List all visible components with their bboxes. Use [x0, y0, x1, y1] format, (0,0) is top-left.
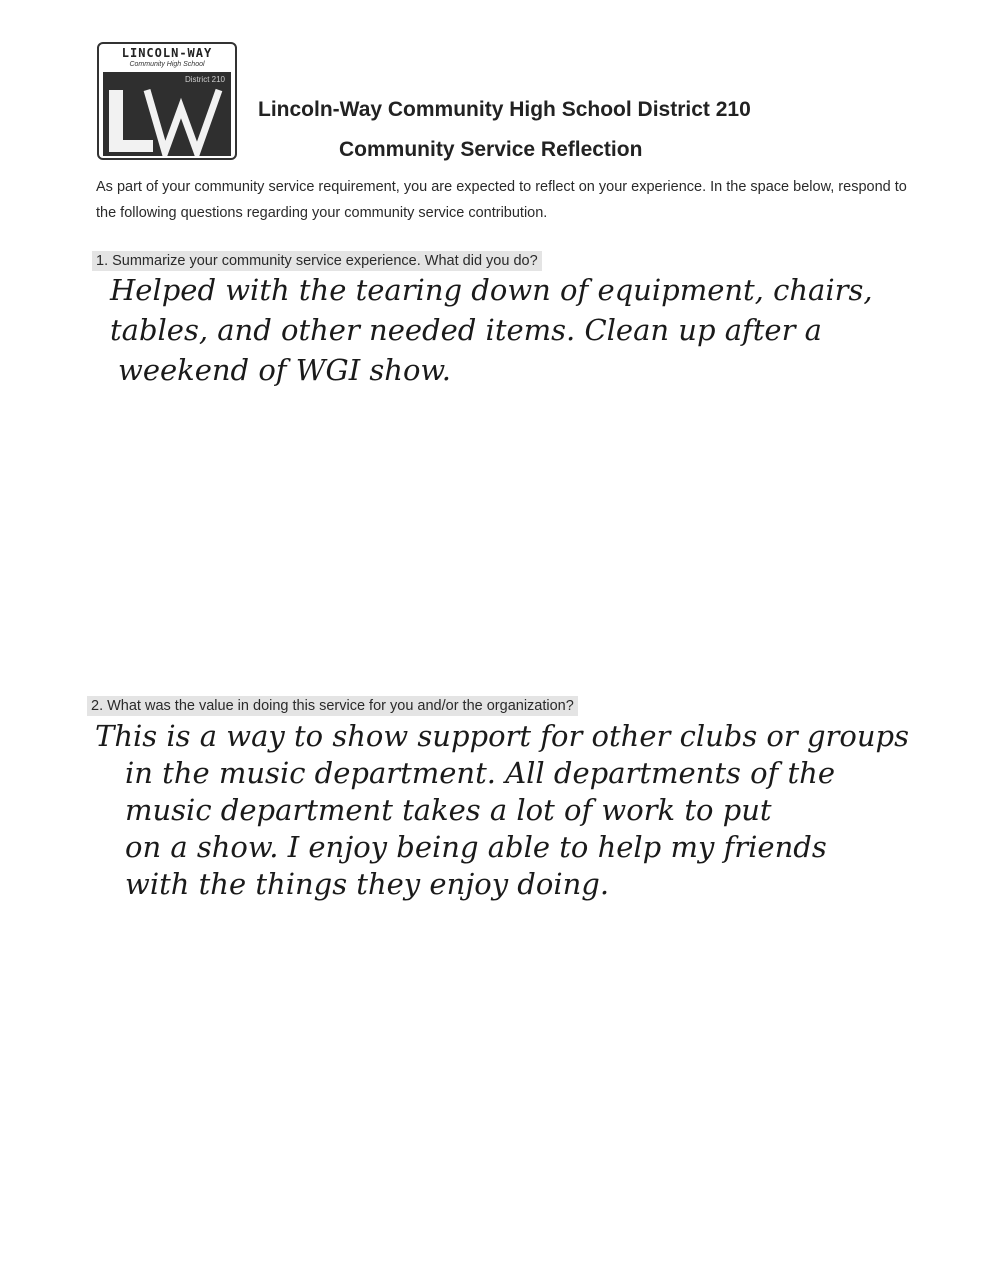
logo-subtitle: Community High School [129, 61, 205, 68]
answer-line: This is a way to show support for other clubs or groups [95, 719, 909, 753]
page-subtitle: Community Service Reflection [339, 138, 643, 161]
question-1-answer [110, 270, 873, 390]
logo-district: District 210 [184, 75, 225, 84]
intro-paragraph: As part of your community service requirement, you are expected to reflect on your experience. In the space below, respond to the following questions regarding your community service contribution. [96, 179, 907, 221]
page-title: Lincoln-Way Community High School District 210 [258, 98, 751, 121]
answer-line: music department takes a lot of work to put [125, 793, 772, 827]
answer-line: weekend of WGI show. [118, 353, 452, 387]
answer-line: on a show. I enjoy being able to help my friends [125, 830, 827, 864]
logo-emblem [103, 72, 231, 156]
logo-name: LINCOLN-WAY [121, 46, 213, 60]
lw-monogram-icon [107, 86, 229, 156]
question-2-prompt: 2. What was the value in doing this service for you and/or the organization? [87, 696, 578, 716]
school-logo [97, 42, 237, 160]
question-2-answer [95, 718, 909, 903]
answer-line: Helped with the tearing down of equipment, chairs, [110, 273, 873, 307]
answer-line: in the music department. All departments of the [125, 756, 836, 790]
answer-line: tables, and other needed items. Clean up after a [110, 313, 822, 347]
question-1-prompt: 1. Summarize your community service experience. What did you do? [92, 251, 542, 271]
answer-line: with the things they enjoy doing. [125, 867, 610, 901]
